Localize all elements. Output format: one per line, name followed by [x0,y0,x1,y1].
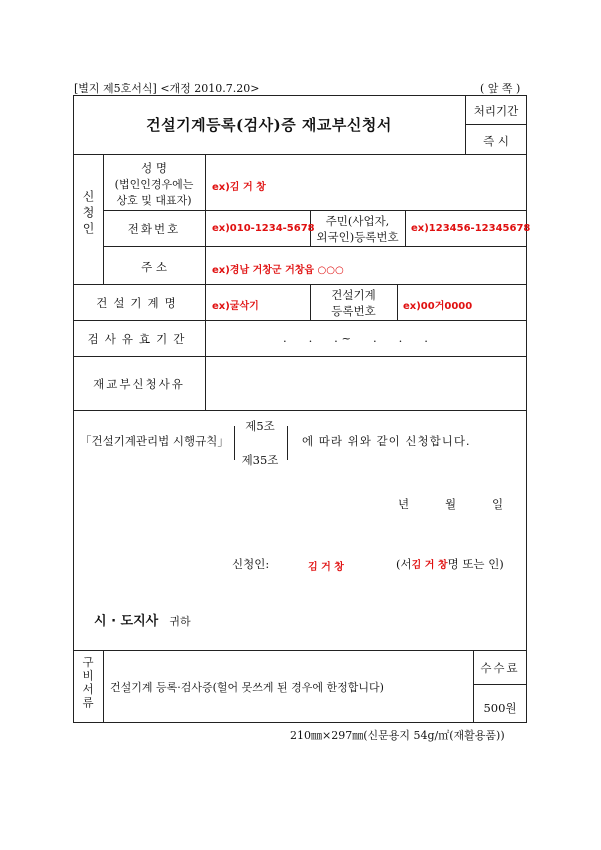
form-number: [별지 제5호서식] <개정 2010.7.20> [74,82,260,95]
recipient [94,610,191,629]
address-value[interactable]: ex)경남 거창군 거창읍 ○○○ [212,265,344,276]
row-line [73,284,527,285]
id-number-value[interactable]: ex)123456-12345678 [411,223,531,234]
applicant-section-label: 신청인 [81,190,95,238]
signature-suffix: 명 또는 인) [447,557,504,571]
row-line [465,124,527,125]
documents-text: 건설기계 등록·검사증(헐어 못쓰게 된 경우에 한정합니다) [110,681,384,694]
row-line [73,356,527,357]
reason-value[interactable] [212,376,512,392]
row-line [73,650,527,651]
col-line [397,284,398,320]
fee-value: 500원 [483,701,517,715]
row-line [73,410,527,411]
name-label: 성 명 [141,161,167,175]
signature-inline-name: 김 거 창 [411,560,448,571]
machine-name-label: 건설기계명 [96,296,182,310]
page-side: ( 앞 쪽 ) [480,82,521,95]
col-line [205,154,206,284]
paper-spec: 210㎜×297㎜(신문용지 54g/㎡(재활용품)) [290,729,505,742]
row-line [103,210,527,211]
recipient-name: 시 · 도지사 [94,614,159,629]
col-line [205,284,206,410]
name-value[interactable]: ex)김 거 창 [212,182,266,193]
machine-name-value[interactable]: ex)굴삭기 [212,301,259,312]
signature-field[interactable] [396,556,504,572]
row-line [473,684,527,685]
col-line [405,210,406,246]
address-label: 주 소 [141,260,167,274]
form-title: 건설기계등록(검사)증 재교부신청서 [146,116,392,134]
inspection-period-label: 검사유효기간 [87,332,191,346]
signature-prefix: (서 [396,557,412,571]
phone-value[interactable]: ex)010-1234-5678 [212,223,315,234]
processing-period-value: 즉 시 [483,134,509,148]
id-number-label: 주민(사업자, [325,214,390,228]
date-day[interactable]: 일 [492,497,504,511]
applicant-signature-label: 신청인: [232,557,270,571]
machine-reg-label: 건설기계 [331,288,376,302]
documents-label: 구비서류 [81,656,95,710]
processing-period-label: 처리기간 [473,104,519,118]
declaration-text: 에 따라 위와 같이 신청합니다. [302,434,471,448]
recipient-suffix: 귀하 [169,615,191,628]
row-line [103,246,527,247]
name-label-rep: 상호 및 대표자) [116,194,192,207]
date-month[interactable]: 월 [445,497,457,511]
row-line [73,320,527,321]
date-year[interactable]: 년 [398,497,410,511]
machine-reg-value[interactable]: ex)00거0000 [403,301,473,312]
row-line [73,154,527,155]
applicant-signature-name[interactable]: 김 거 창 [308,562,344,573]
name-label-corp: (법인인경우에는 [114,178,194,191]
inspection-period-value[interactable]: . . . ~ . . . [283,331,428,345]
law-reference: 「건설기계관리법 시행규칙」 [80,434,229,448]
article-1: 제5조 [236,418,284,434]
reason-label: 재교부신청사유 [93,377,185,391]
fee-label: 수수료 [480,661,520,675]
machine-reg-label-2: 등록번호 [331,304,376,318]
col-line [103,650,104,723]
phone-label: 전화번호 [127,222,181,236]
article-2: 제35조 [236,452,284,468]
id-number-label-2: 외국인)등록번호 [316,230,399,244]
